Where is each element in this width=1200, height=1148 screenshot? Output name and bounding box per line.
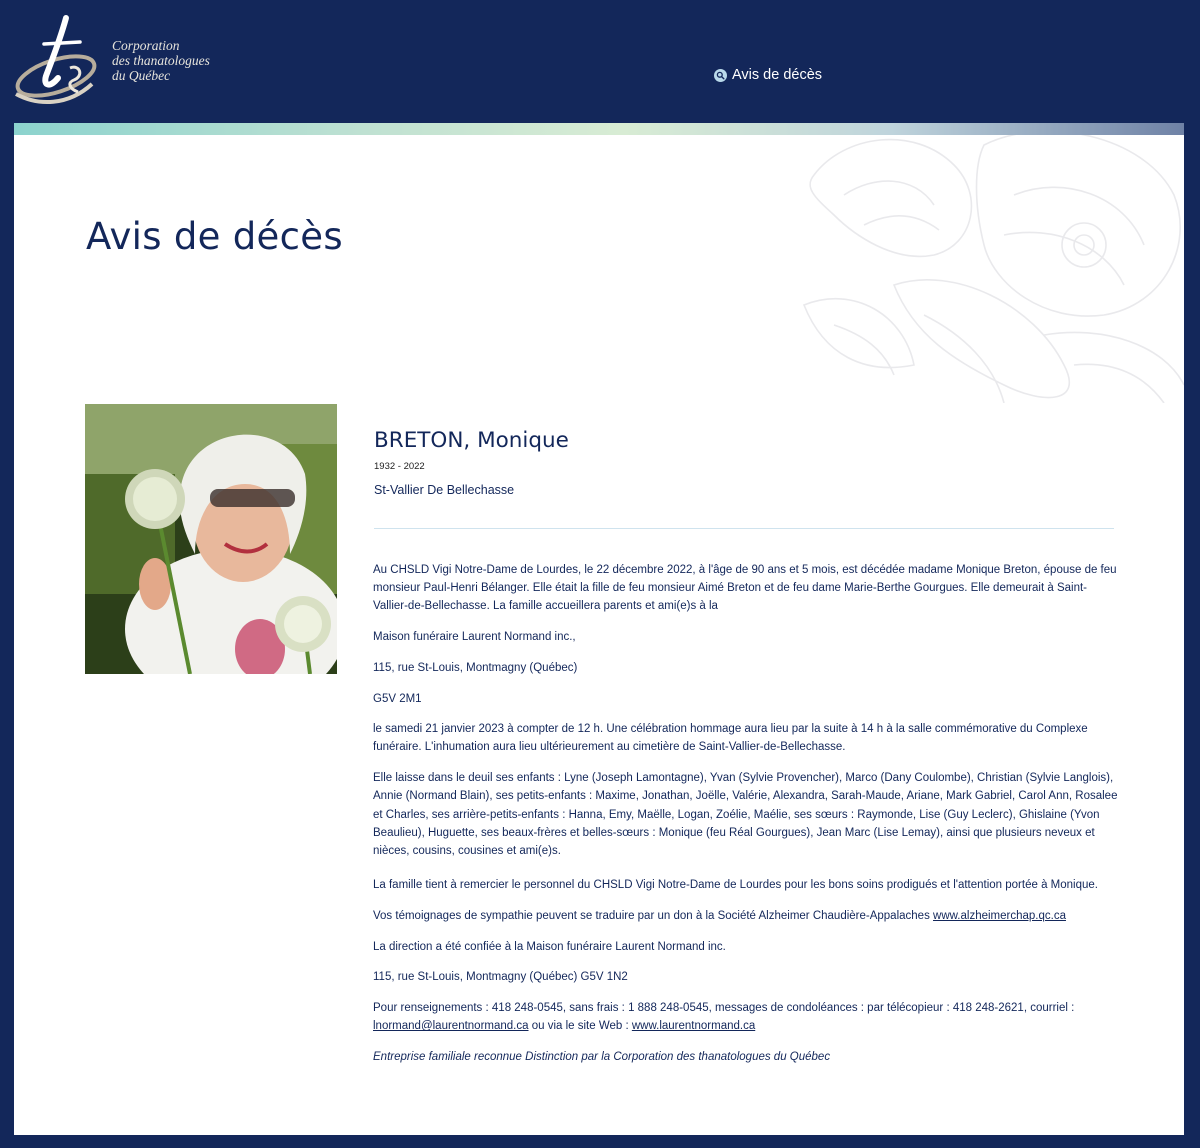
deceased-portrait-photo <box>85 404 337 674</box>
obituary-paragraph: Maison funéraire Laurent Normand inc., <box>373 631 576 644</box>
nav-link-avis-de-deces[interactable] <box>714 66 822 84</box>
alzheimer-link[interactable]: www.alzheimerchap.qc.ca <box>933 909 1066 922</box>
obituary-paragraph: le samedi 21 janvier 2023 à compter de 12 h. Une célébration hommage aura lieu par la suite à 14 h à la salle commémorative du Complexe funéraire. L'inhumation aura lieu ultérieurement au cimetière de Saint-Vallier-de-Bellechasse. <box>373 723 1088 754</box>
section-divider <box>374 528 1114 529</box>
deceased-years: 1932 - 2022 <box>374 461 425 472</box>
page-title: Avis de décès <box>86 215 343 258</box>
obituary-paragraph-contact <box>373 999 1118 1035</box>
main-content <box>14 135 1184 1135</box>
logo-line-1: Corporation <box>112 38 180 53</box>
obituary-paragraph: G5V 2M1 <box>373 692 422 705</box>
logo-line-3: du Québec <box>112 68 171 83</box>
obituary-paragraph: La direction a été confiée à la Maison funéraire Laurent Normand inc. <box>373 940 726 953</box>
obituary-paragraph: 115, rue St-Louis, Montmagny (Québec) G5V 1N2 <box>373 971 628 984</box>
corporation-logo-icon[interactable] <box>8 14 98 106</box>
site-header <box>0 0 1200 123</box>
obituary-paragraph: 115, rue St-Louis, Montmagny (Québec) <box>373 661 578 674</box>
contact-mid-text: ou via le site Web : <box>528 1020 632 1033</box>
contact-text: Pour renseignements : 418 248-0545, sans frais : 1 888 248-0545, messages de condoléances : par télécopieur : 418 248-2621, courriel : <box>373 1001 1075 1014</box>
logo-wordmark <box>112 38 242 83</box>
deceased-name: BRETON, Monique <box>374 428 569 453</box>
search-icon <box>714 69 727 82</box>
website-link[interactable]: www.laurentnormand.ca <box>631 1020 756 1033</box>
floral-background-decoration <box>744 135 1184 403</box>
obituary-distinction: Entreprise familiale reconnue Distinction par la Corporation des thanatologues du Québec <box>373 1050 831 1063</box>
logo-line-2: des thanatologues <box>112 53 210 68</box>
obituary-paragraph: Au CHSLD Vigi Notre-Dame de Lourdes, le 22 décembre 2022, à l'âge de 90 ans et 5 mois, est décédée madame Monique Breton, épouse de feu monsieur Paul-Henri Bélanger. Elle était la fille de feu monsieur Aimé Breton et de feu dame Marie-Berthe Gourgues. Elle demeurait à Saint-Vallier-de-Bellechasse. La famille accueillera parents et ami(e)s à la <box>373 564 1117 613</box>
deceased-place: St-Vallier De Bellechasse <box>374 483 515 497</box>
gradient-divider-bar <box>14 123 1184 135</box>
obituary-paragraph-donation <box>373 907 1118 925</box>
obituary-paragraph: Elle laisse dans le deuil ses enfants : Lyne (Joseph Lamontagne), Yvan (Sylvie Provencher), Marco (Dany Coulombe), Christian (Sylvie Langlois), Annie (Normand Blain), ses petits-enfants : Maxime, Jonathan, Joëlle, Valérie, Alexandra, Sarah-Maude, Ariane, Mark Gabriel, Carol Ann, Rosalee et Charles, ses arrière-petits-enfants : Hanna, Emy, Maëlle, Logan, Zoélie, Maélie, ses sœurs : Raymonde, Lise (Guy Leclerc), Ghislaine (Yvon Beaulieu), Huguette, ses beaux-frères et belles-sœurs : Monique (feu Réal Gourgues), Jean Marc (Lise Lemay), ainsi que plusieurs neveux et nièces, cousins, cousines et ami(e)s. <box>373 772 1118 857</box>
obituary-text <box>373 561 1118 1079</box>
email-link[interactable]: lnormand@laurentnormand.ca <box>373 1020 529 1033</box>
nav-link-label: Avis de décès <box>732 67 823 83</box>
obituary-paragraph: La famille tient à remercier le personnel du CHSLD Vigi Notre-Dame de Lourdes pour les bons soins prodigués et l'attention portée à Monique. <box>373 879 1098 892</box>
donation-text: Vos témoignages de sympathie peuvent se traduire par un don à la Société Alzheimer Chaudière-Appalaches <box>373 909 934 922</box>
